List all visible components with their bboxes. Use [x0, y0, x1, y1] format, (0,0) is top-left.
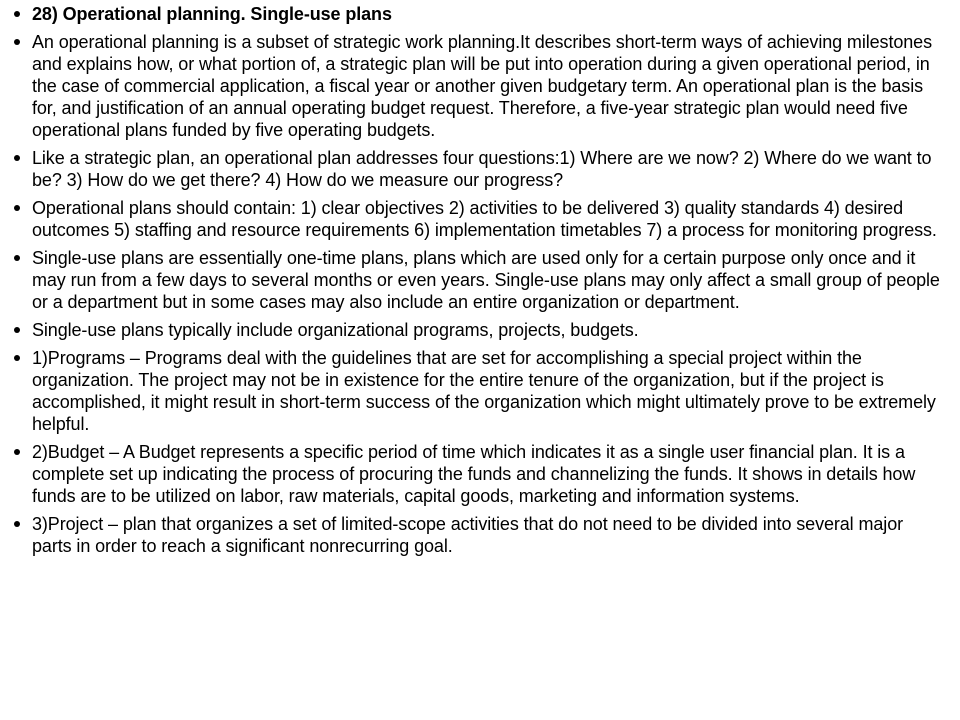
bullet-dot-icon — [14, 11, 20, 17]
bullet-dot-icon — [14, 355, 20, 361]
bullet-dot-icon — [14, 39, 20, 45]
bullet-dot-icon — [14, 255, 20, 261]
bullet-item — [8, 319, 946, 341]
bullet-item — [8, 441, 946, 507]
bullet-text: Like a strategic plan, an operational plan addresses four questions:1) Where are we now? 2) Where do we want to be? 3) How do we get there? 4) How do we measure our progress? — [32, 148, 932, 190]
bullet-item — [8, 31, 946, 141]
bullet-list — [8, 3, 946, 557]
bullet-dot-icon — [14, 449, 20, 455]
bullet-text: 1)Programs – Programs deal with the guidelines that are set for accomplishing a special project within the organization. The project may not be in existence for the entire tenure of the organization, but if the project is accomplished, it might result in short-term success of the organization which might ultimately prove to be extremely helpful. — [32, 348, 936, 434]
slide-title: 28) Operational planning. Single-use plans — [32, 4, 392, 24]
bullet-text: 3)Project – plan that organizes a set of limited-scope activities that do not need to be divided into several major parts in order to reach a significant nonrecurring goal. — [32, 514, 903, 556]
bullet-item — [8, 147, 946, 191]
bullet-item — [8, 247, 946, 313]
bullet-dot-icon — [14, 205, 20, 211]
bullet-dot-icon — [14, 327, 20, 333]
bullet-text: An operational planning is a subset of strategic work planning.It describes short-term ways of achieving milestones and explains how, or what portion of, a strategic plan will be put into operation during a given operational period, in the case of commercial application, a fiscal year or another given budgetary term. An operational plan is the basis for, and justification of an annual operating budget request. Therefore, a five-year strategic plan would need five operational plans funded by five operating budgets. — [32, 32, 932, 140]
bullet-dot-icon — [14, 155, 20, 161]
bullet-dot-icon — [14, 521, 20, 527]
bullet-item — [8, 347, 946, 435]
bullet-text: Single-use plans are essentially one-time plans, plans which are used only for a certain purpose only once and it may run from a few days to several months or even years. Single-use plans may only affect a small group of people or a department but in some cases may also include an entire organization or department. — [32, 248, 940, 312]
bullet-item — [8, 197, 946, 241]
bullet-text: Single-use plans typically include organizational programs, projects, budgets. — [32, 320, 639, 340]
bullet-item-title — [8, 3, 946, 25]
bullet-item — [8, 513, 946, 557]
bullet-text: 2)Budget – A Budget represents a specific period of time which indicates it as a single user financial plan. It is a complete set up indicating the process of procuring the funds and channelizing the funds. It shows in details how funds are to be utilized on labor, raw materials, capital goods, marketing and information systems. — [32, 442, 916, 506]
bullet-text: Operational plans should contain: 1) clear objectives 2) activities to be delivered 3) quality standards 4) desired outcomes 5) staffing and resource requirements 6) implementation timetables 7) a process for monitoring progress. — [32, 198, 937, 240]
